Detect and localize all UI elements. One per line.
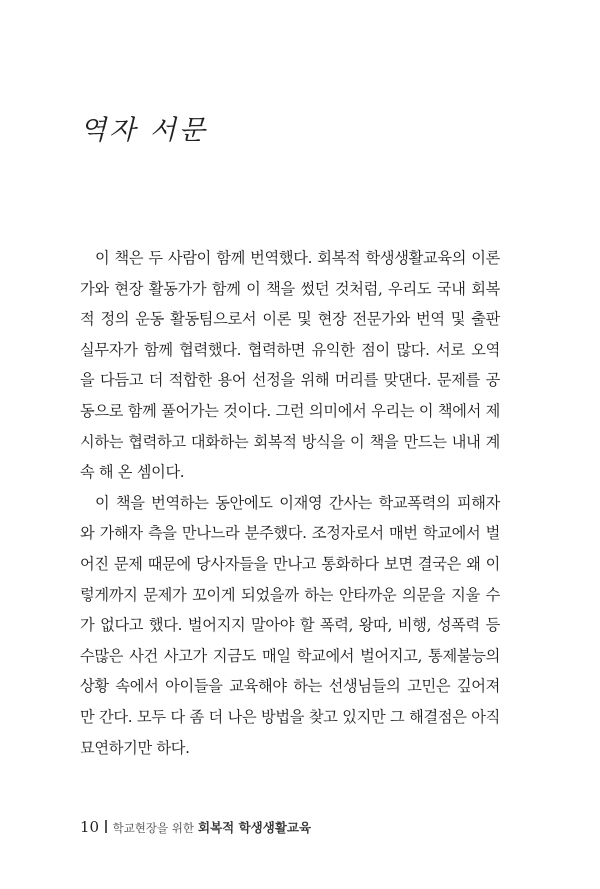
text-line: 렇게까지 문제가 꼬이게 되었을까 하는 안타까운 의문을 지울 수 xyxy=(80,585,500,604)
text-line: 이 책을 번역하는 동안에도 이재영 간사는 학교폭력의 피해자 xyxy=(95,493,500,512)
section-title: 역자 서문 xyxy=(80,115,208,146)
text-line: 실무자가 함께 협력했다. 협력하면 유익한 점이 많다. 서로 오역 xyxy=(80,340,500,359)
paragraph-1 xyxy=(80,243,500,488)
text-line: 을 다듬고 더 적합한 용어 선정을 위해 머리를 맞댄다. 문제를 공 xyxy=(80,371,500,390)
text-line: 가와 현장 활동가가 함께 이 책을 썼던 것처럼, 우리도 국내 회복 xyxy=(80,279,500,298)
text-line: 묘연하기만 하다. xyxy=(80,738,190,757)
text-line: 동으로 함께 풀어가는 것이다. 그런 의미에서 우리는 이 책에서 제 xyxy=(80,401,500,420)
book-title: 회복적 학생생활교육 xyxy=(198,820,312,835)
text-line: 속 해 온 셈이다. xyxy=(80,463,185,482)
book-title-prefix: 학교현장을 위한 xyxy=(112,821,195,835)
text-line: 어진 문제 때문에 당사자들을 만나고 통화하다 보면 결국은 왜 이 xyxy=(80,554,500,573)
text-line: 와 가해자 측을 만나느라 분주했다. 조정자로서 매번 학교에서 벌 xyxy=(80,524,500,543)
body-text xyxy=(80,243,500,763)
text-line: 적 정의 운동 활동팀으로서 이론 및 현장 전문가와 번역 및 출판 xyxy=(80,310,500,329)
paragraph-2 xyxy=(80,488,500,763)
footer-divider xyxy=(105,820,107,833)
text-line: 가 없다고 했다. 벌어지지 말아야 할 폭력, 왕따, 비행, 성폭력 등 xyxy=(80,616,500,635)
text-line: 이 책은 두 사람이 함께 번역했다. 회복적 학생생활교육의 이론 xyxy=(95,249,500,267)
text-line: 시하는 협력하고 대화하는 회복적 방식을 이 책을 만드는 내내 계 xyxy=(80,432,500,451)
text-line: 만 간다. 모두 다 좀 더 나은 방법을 찾고 있지만 그 해결점은 아직 xyxy=(80,707,500,726)
text-line: 수많은 사건 사고가 지금도 매일 학교에서 벌어지고, 통제불능의 xyxy=(80,646,500,665)
text-line: 상황 속에서 아이들을 교육해야 하는 선생님들의 고민은 깊어져 xyxy=(80,677,500,696)
page-number: 10 xyxy=(80,818,100,836)
page-footer xyxy=(80,818,311,836)
